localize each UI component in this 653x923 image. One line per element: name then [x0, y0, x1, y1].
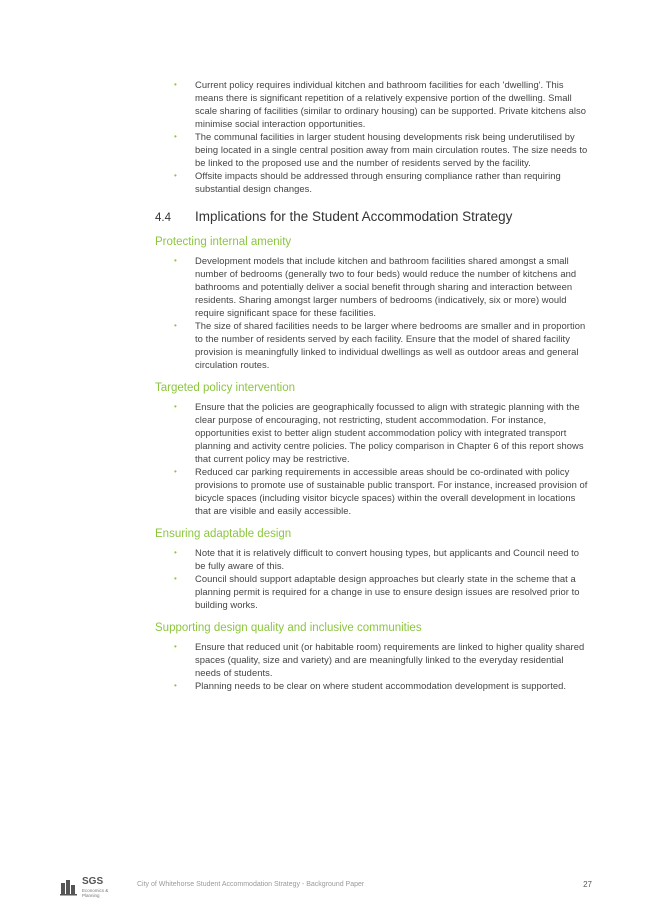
list-item: • Council should support adaptable design approaches but clearly state in the scheme that a planning permit is required for a change in use to ensure design issues are resolved prior to building works. [174, 573, 580, 610]
list-item: • Current policy requires individual kitchen and bathroom facilities for each 'dwelling'. This means there is significant repetition of a relatively expensive portion of the dwelling. Small scale sharing of facilities (similar to ordinary housing) can be supported. Private kitchens also minimise social interaction opportunities. [174, 79, 586, 129]
intro-bullet-list [155, 78, 591, 195]
bullet-icon: • [174, 321, 177, 330]
logo-subtext: Economics & Planning [82, 888, 109, 898]
section-title: Implications for the Student Accommodation Strategy [195, 209, 513, 224]
list-item: • Development models that include kitchen and bathroom facilities shared amongst a small number of bedrooms (generally two to four beds) would reduce the number of kitchens and bathrooms and potentially deliver a social benefit through sharing and interaction between residents. Sharing amongst larger numbers of bedrooms (indicatively, six or more) would require significant space for these facilities. [174, 255, 577, 318]
bullet-icon: • [174, 574, 177, 583]
list-item: • The communal facilities in larger student housing developments risk being underutilised by being located in a single central position away from main circulation routes. The size needs to be linked to the proposed use and the number of residents served by the facility. [174, 131, 588, 168]
bullet-icon: • [174, 256, 177, 265]
bullet-list [155, 546, 591, 611]
bullet-icon: • [174, 548, 177, 557]
building-logo-icon [60, 878, 78, 896]
page-footer [60, 876, 592, 900]
subheading-targeted-policy-intervention: Targeted policy intervention [155, 382, 295, 394]
subheading-protecting-internal-amenity: Protecting internal amenity [155, 236, 292, 248]
list-item: • Offsite impacts should be addressed through ensuring compliance rather than requiring substantial design changes. [174, 170, 561, 194]
section-heading [155, 209, 591, 233]
bullet-icon: • [174, 80, 177, 89]
list-item: • Ensure that the policies are geographically focussed to align with strategic planning with the clear purpose of encouraging, not restricting, student accommodation. For instance, opportunities exist to better align student accommodation policy with integrated transport planning and activity centre policies. The policy comparison in Chapter 6 of this report shows that current policy may be restrictive. [174, 401, 584, 464]
bullet-icon: • [174, 402, 177, 411]
footer-document-title: City of Whitehorse Student Accommodation Strategy - Background Paper [137, 881, 365, 888]
list-item: • The size of shared facilities needs to be larger where bedrooms are smaller and in proportion to the number of residents served by each facility. Ensure that the model of shared facility provision is meaningfully linked to individual dwellings as well as outdoor areas and general circulation routes. [174, 320, 586, 370]
bullet-icon: • [174, 467, 177, 476]
list-item: • Note that it is relatively difficult to convert housing types, but applicants and Council need to be fully aware of this. [174, 547, 580, 571]
page-number: 27 [583, 880, 592, 889]
bullet-icon: • [174, 171, 177, 180]
bullet-list [155, 400, 591, 517]
bullet-list [155, 254, 591, 371]
list-item: • Ensure that reduced unit (or habitable room) requirements are linked to higher quality shared spaces (quality, size and variety) and are meaningfully linked to the everyday residential needs of students. [174, 641, 585, 678]
bullet-icon: • [174, 132, 177, 141]
section-number: 4.4 [155, 212, 171, 224]
bullet-icon: • [174, 642, 177, 651]
bullet-icon: • [174, 681, 177, 690]
list-item: • Planning needs to be clear on where student accommodation development is supported. [174, 680, 567, 691]
sgs-logo [60, 876, 120, 900]
subheading-ensuring-adaptable-design: Ensuring adaptable design [155, 528, 292, 540]
list-item: • Reduced car parking requirements in accessible areas should be co-ordinated with policy provisions to promote use of sustainable public transport. For instance, increased provision of bicycle spaces (including visitor bicycle spaces) within the overall development in locations that are visible and easily accessible. [174, 466, 588, 516]
logo-text: SGS [82, 876, 104, 887]
page-content [155, 78, 591, 692]
bullet-list [155, 640, 591, 692]
subheading-supporting-design-quality: Supporting design quality and inclusive communities [155, 622, 422, 634]
